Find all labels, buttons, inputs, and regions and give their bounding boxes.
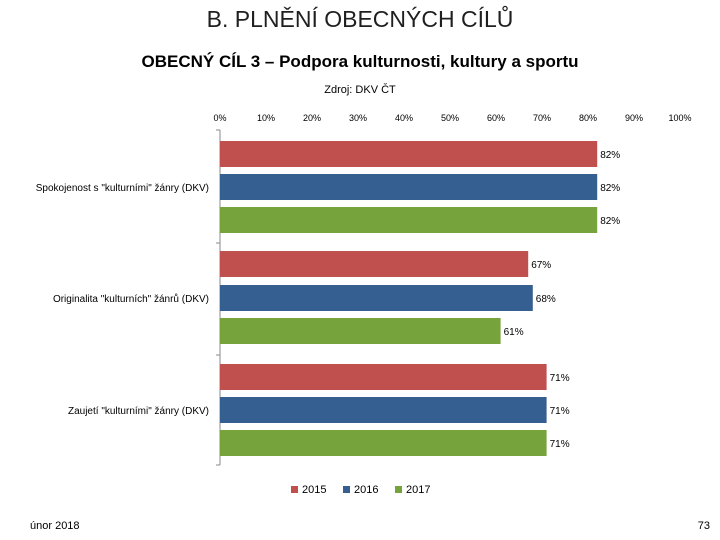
- legend-label: 2017: [406, 484, 431, 496]
- footer-date: únor 2018: [30, 520, 80, 532]
- bar-2015-2: [220, 364, 547, 390]
- legend-label: 2016: [354, 484, 379, 496]
- bar-2016-1: [220, 285, 533, 311]
- data-label: 71%: [549, 439, 570, 450]
- bar-2017-0: [220, 207, 597, 233]
- bar-2015-1: [220, 251, 528, 277]
- bar-2017-1: [220, 318, 501, 344]
- legend-swatch-2015: [291, 486, 298, 493]
- legend-swatch-2017: [395, 486, 402, 493]
- x-tick-label: 30%: [348, 113, 368, 123]
- legend-swatch-2016: [343, 486, 350, 493]
- category-label: Spokojenost s "kulturními" žánry (DKV): [35, 183, 209, 194]
- data-label: 82%: [600, 183, 621, 194]
- data-label: 67%: [531, 260, 552, 271]
- data-label: 71%: [549, 406, 570, 417]
- data-label: 82%: [600, 216, 621, 227]
- bar-2015-0: [220, 141, 597, 167]
- x-tick-label: 0%: [213, 113, 227, 123]
- data-label: 61%: [503, 327, 524, 338]
- chart-source: Zdroj: DKV ČT: [324, 84, 396, 96]
- x-tick-label: 20%: [302, 113, 322, 123]
- data-label: 71%: [549, 373, 570, 384]
- x-tick-label: 70%: [532, 113, 552, 123]
- x-tick-label: 90%: [624, 113, 644, 123]
- page-title: B. PLNĚNÍ OBECNÝCH CÍLŮ: [206, 6, 514, 32]
- x-tick-label: 100%: [668, 113, 692, 123]
- x-tick-label: 60%: [486, 113, 506, 123]
- x-tick-label: 40%: [394, 113, 414, 123]
- page-number: 73: [697, 520, 710, 532]
- bar-2016-2: [220, 397, 547, 423]
- data-label: 82%: [600, 150, 621, 161]
- category-label: Originalita "kulturních" žánrů (DKV): [52, 294, 209, 305]
- legend-label: 2015: [302, 484, 327, 496]
- x-tick-label: 80%: [578, 113, 598, 123]
- bar-2017-2: [220, 430, 547, 456]
- chart-title: OBECNÝ CÍL 3 – Podpora kulturnosti, kultury a sportu: [141, 52, 579, 71]
- x-tick-label: 10%: [256, 113, 276, 123]
- category-label: Zaujetí "kulturními" žánry (DKV): [67, 406, 209, 417]
- bar-2016-0: [220, 174, 597, 200]
- x-tick-label: 50%: [440, 113, 460, 123]
- data-label: 68%: [535, 294, 556, 305]
